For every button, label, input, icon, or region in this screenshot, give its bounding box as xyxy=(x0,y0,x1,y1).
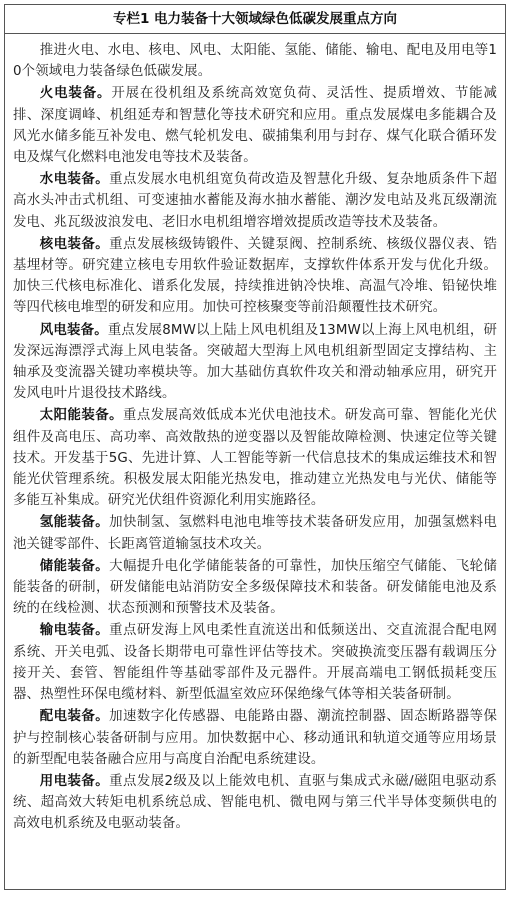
section-body: 重点发展水电机组宽负荷改造及智慧化升级、复杂地质条件下超高水头冲击式机组、可变速抽水蓄能及海水抽水蓄能、潮汐发电站及兆瓦级潮流发电、兆瓦级波浪发电、老旧水电机组增容增效提质改造等技术及装备。 xyxy=(13,172,498,230)
section-paragraph xyxy=(13,620,497,705)
intro-paragraph: 推进火电、水电、核电、风电、太阳能、氢能、储能、输电、配电及用电等10个领域电力装备绿色低碳发展。 xyxy=(13,43,497,80)
section-list xyxy=(13,83,497,834)
section-heading: 火电装备。 xyxy=(39,86,112,102)
section-heading: 储能装备。 xyxy=(39,558,110,574)
section-body: 重点研发海上风电柔性直流送出和低频送出、交直流混合配电网系统、开关电弧、设备长期带电可靠性评估等技术。突破换流变压器有载调压分接开关、套管、智能组件等基础零部件及元器件。开展高端电工钢低损耗变压器、热塑性环保电缆材料、新型低温室效应环保绝缘气体等相关装备研制。 xyxy=(13,623,498,703)
section-paragraph xyxy=(13,320,497,405)
section-paragraph xyxy=(13,512,497,554)
section-paragraph xyxy=(13,405,497,511)
section-paragraph xyxy=(13,556,497,620)
section-paragraph xyxy=(13,771,497,835)
section-paragraph xyxy=(13,169,497,233)
section-paragraph xyxy=(13,234,497,319)
box-content xyxy=(5,34,505,840)
section-heading: 太阳能装备。 xyxy=(39,408,123,424)
section-body: 加速数字化传感器、电能路由器、潮流控制器、固态断路器等保护与控制核心装备研制与应用。加快数据中心、移动通讯和轨道交通等应用场景的新型配电装备融合应用与高度自治配电系统建设。 xyxy=(13,709,498,767)
box-title: 专栏1 电力装备十大领域绿色低碳发展重点方向 xyxy=(5,5,505,34)
section-paragraph xyxy=(13,706,497,770)
section-heading: 用电装备。 xyxy=(39,773,110,789)
section-body: 重点发展2级及以上能效电机、直驱与集成式永磁/磁阻电驱动系统、超高效大转矩电机系统总成、智能电机、微电网与第三代半导体变频供电的高效电机系统及电驱动装备。 xyxy=(13,773,497,832)
section-heading: 配电装备。 xyxy=(39,709,110,725)
section-heading: 输电装备。 xyxy=(39,623,110,639)
section-paragraph xyxy=(13,83,497,168)
section-body: 重点发展高效低成本光伏电池技术。研发高可靠、智能化光伏组件及高电压、高功率、高效散热的逆变器以及智能故障检测、快速定位等关键技术。开发基于5G、先进计算、人工智能等新一代信息技术的集成运维技术和智能光伏管理系统。积极发展太阳能光热发电，推动建立光热发电与光伏、储能等多能互补集成。研究光伏组件资源化利用实施路径。 xyxy=(13,408,497,509)
section-heading: 氢能装备。 xyxy=(39,515,110,531)
section-heading: 核电装备。 xyxy=(39,236,110,252)
section-body: 重点发展核级铸锻件、关键泵阀、控制系统、核级仪器仪表、锆基埋材等。研究建立核电专用软件验证数据库，支撑软件体系开发与优化升级。加快三代核电标准化、谱系化发展，持续推进钠冷快堆、高温气冷堆、铅铋快堆等四代核电堆型的研发和应用。加快可控核聚变等前沿颠覆性技术研究。 xyxy=(13,236,498,316)
section-body: 重点发展8MW以上陆上风电机组及13MW以上海上风电机组，研发深远海漂浮式海上风电装备。突破超大型海上风电机组新型固定支撑结构、主轴承及变流器关键功率模块等。加大基础仿真软件攻关和滑动轴承应用，研究开发风电叶片退役技术路线。 xyxy=(13,322,497,402)
feature-box xyxy=(4,4,506,890)
section-body: 加快制氢、氢燃料电池电堆等技术装备研发应用，加强氢燃料电池关键零部件、长距离管道输氢技术攻关。 xyxy=(13,515,498,552)
section-heading: 风电装备。 xyxy=(39,322,108,338)
section-body: 大幅提升电化学储能装备的可靠性，加快压缩空气储能、飞轮储能装备的研制，研发储能电站消防安全多级保障技术和装备。研发储能电池及系统的在线检测、状态预测和预警技术及装备。 xyxy=(13,558,498,617)
section-body: 开展在役机组及系统高效宽负荷、灵活性、提质增效、节能减排、深度调峰、机组延寿和智慧化等技术研究和应用。重点发展煤电多能耦合及风光水储多能互补发电、燃气轮机发电、碳捕集利用与封存、煤气化联合循环发电及煤气化燃料电池发电等技术及装备。 xyxy=(13,86,497,166)
section-heading: 水电装备。 xyxy=(39,172,110,188)
